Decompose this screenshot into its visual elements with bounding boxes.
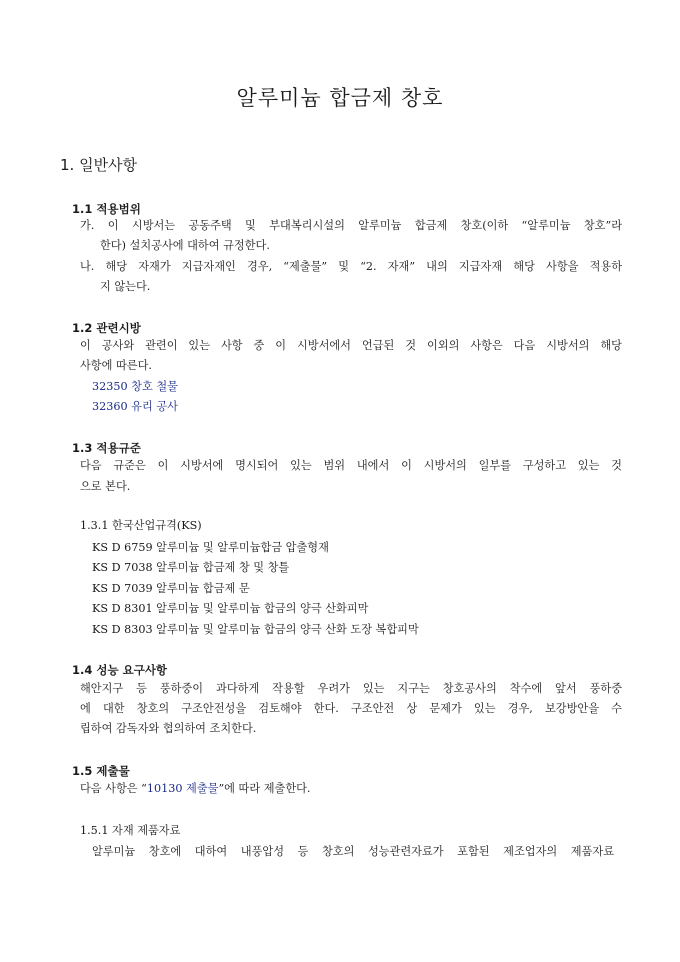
- scope-item-na-line1: 나. 해당 자재가 지급자재인 경우, “제출물” 및 “2. 자재” 내의 지급자재 해당 사항을 적용하: [80, 260, 622, 273]
- ks-standard-item: KS D 8303 알루미늄 및 알루미늄 합금의 양극 산화 도장 복합피막: [92, 623, 419, 636]
- related-ref-link-1[interactable]: 32350 창호 철물: [92, 380, 178, 393]
- related-line2: 사항에 따른다.: [80, 359, 152, 372]
- related-line1: 이 공사와 관련이 있는 사항 중 이 시방서에서 언급된 것 이외의 사항은 다음 시방서의 해당: [80, 339, 622, 352]
- section-heading-general: 1. 일반사항: [60, 156, 138, 174]
- scope-item-ga-line1: 가. 이 시방서는 공동주택 및 부대복리시설의 알루미늄 합금제 창호(이하 “알루미늄 창호”라: [80, 219, 622, 232]
- section-heading-standards: 1.3 적용규준: [72, 441, 141, 455]
- section-heading-scope: 1.1 적용범위: [72, 202, 141, 216]
- ks-standard-item: KS D 7038 알루미늄 합금제 창 및 창틀: [92, 561, 290, 574]
- submittals-text-pre: 다음 사항은 “: [80, 782, 147, 795]
- scope-item-na-line2: 지 않는다.: [100, 280, 151, 293]
- related-ref-link-2[interactable]: 32360 유리 공사: [92, 400, 178, 413]
- performance-line1: 해안지구 등 풍하중이 과다하게 작용할 우려가 있는 지구는 창호공사의 착수에 앞서 풍하중: [80, 682, 622, 695]
- section-heading-performance: 1.4 성능 요구사항: [72, 663, 168, 677]
- section-heading-related: 1.2 관련시방: [72, 321, 141, 335]
- submittals-ref-link[interactable]: 10130 제출물: [146, 782, 219, 795]
- ks-standard-item: KS D 8301 알루미늄 및 알루미늄 합금의 양극 산화피막: [92, 602, 369, 615]
- submittals-text-post: ”에 따라 제출한다.: [218, 782, 311, 795]
- standards-line1: 다음 규준은 이 시방서에 명시되어 있는 범위 내에서 이 시방서의 일부를 구성하고 있는 것: [80, 459, 622, 472]
- ks-standard-item: KS D 6759 알루미늄 및 알루미늄합금 압출형재: [92, 541, 329, 554]
- product-data-subheading: 1.5.1 자재 제품자료: [80, 824, 181, 837]
- section-heading-submittals: 1.5 제출물: [72, 764, 130, 778]
- scope-item-ga-line2: 한다) 설치공사에 대하여 규정한다.: [100, 239, 270, 252]
- performance-line2: 에 대한 창호의 구조안전성을 검토해야 한다. 구조안전 상 문제가 있는 경우, 보강방안을 수: [80, 702, 622, 715]
- submittals-line1: [80, 780, 311, 798]
- standards-line2: 으로 본다.: [80, 480, 131, 493]
- ks-subheading: 1.3.1 한국산업규격(KS): [80, 519, 202, 532]
- performance-line3: 립하여 감독자와 협의하여 조치한다.: [80, 722, 257, 735]
- product-data-line1: 알루미늄 창호에 대하여 내풍압성 등 창호의 성능관련자료가 포함된 제조업자의 제품자료: [92, 845, 614, 858]
- ks-standard-item: KS D 7039 알루미늄 합금제 문: [92, 582, 250, 595]
- page-title: 알루미늄 합금제 창호: [236, 86, 444, 110]
